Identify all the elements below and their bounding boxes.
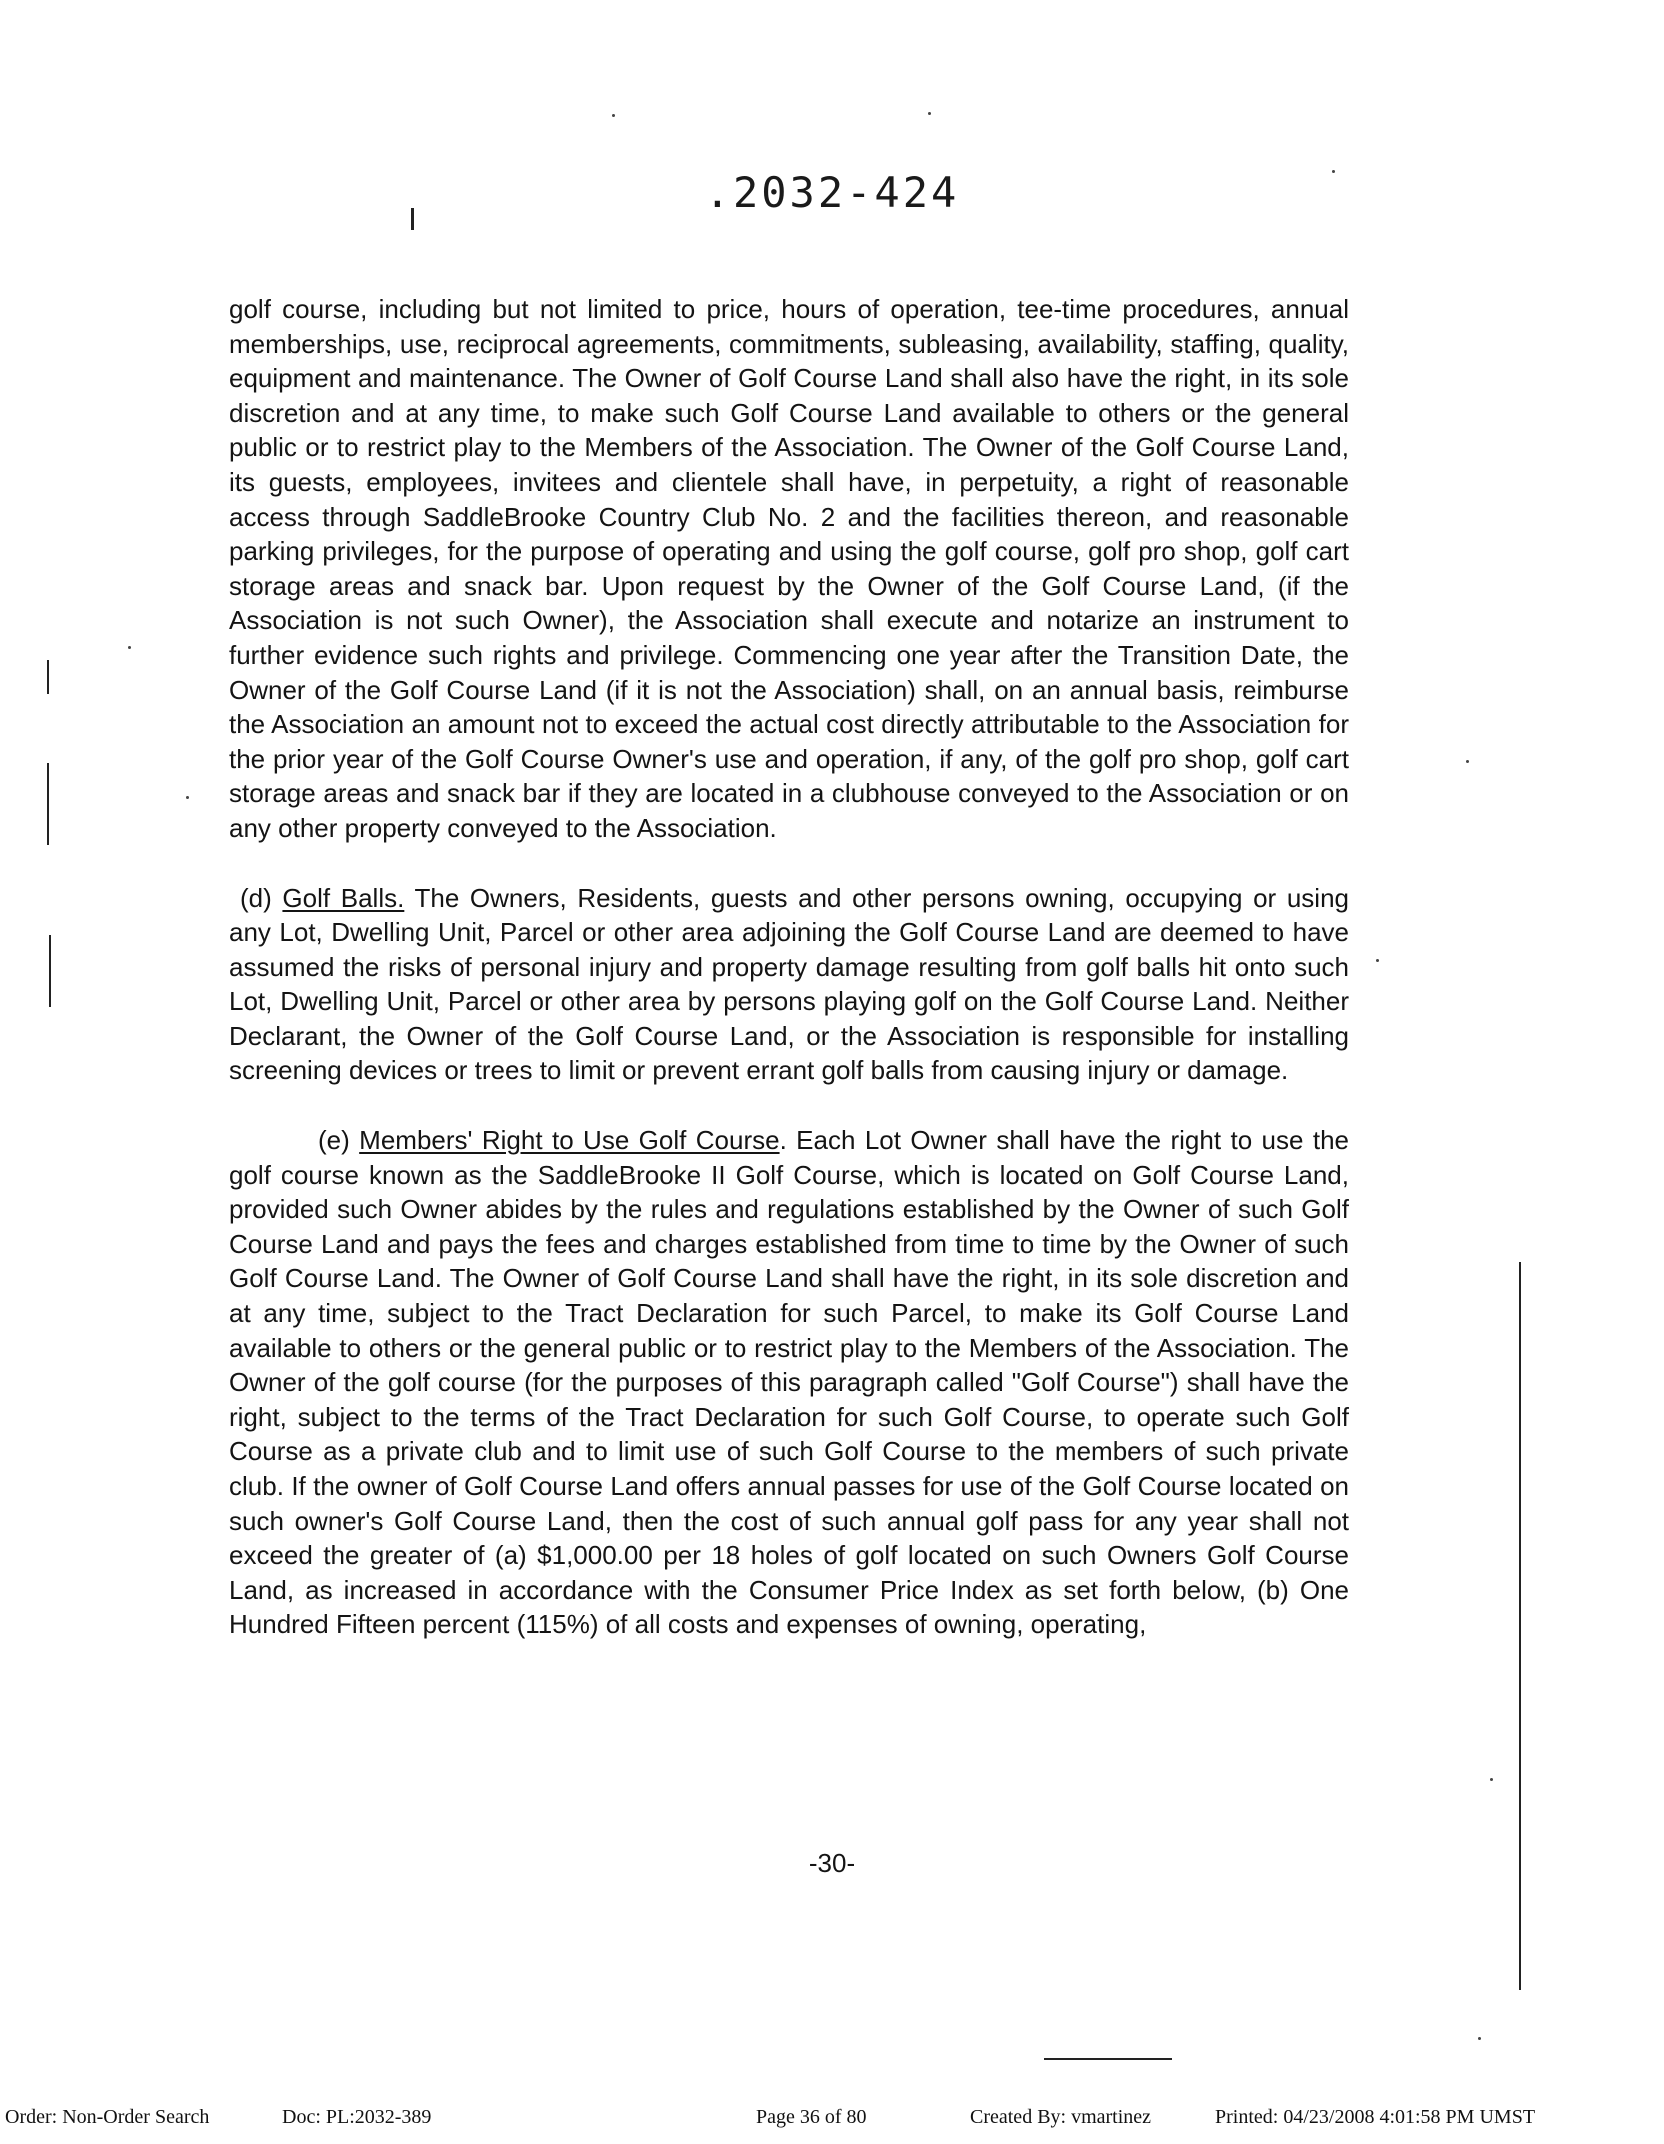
scan-speck: [128, 646, 131, 649]
paragraph-label: (d): [240, 882, 283, 913]
scan-speck: [1466, 760, 1469, 763]
recording-stamp-number: .2032-424: [704, 168, 960, 217]
paragraph-golf-course-rights: golf course, including but not limited to price, hours of operation, tee-time procedures, annual memberships, use, reciprocal agreements, commitments, subleasing, availability, staffing, quality, equipment and maintenance. The Owner of Golf Course Land shall also have the right, in its sole discretion and at any time, to make such Golf Course Land available to others or the general public or to restrict play to the Members of the Association. The Owner of the Golf Course Land, its guests, employees, invitees and clientele shall have, in perpetuity, a right of reasonable access through SaddleBrooke Country Club No. 2 and the facilities thereon, and reasonable parking privileges, for the purpose of operating and using the golf course, golf pro shop, golf cart storage areas and snack bar. Upon request by the Owner of the Golf Course Land, (if the Association is not such Owner), the Association shall execute and notarize an instrument to further evidence such rights and privilege. Commencing one year after the Transition Date, the Owner of the Golf Course Land (if it is not the Association) shall, on an annual basis, reimburse the Association an amount not to exceed the actual cost directly attributable to the Association for the prior year of the Golf Course Owner's use and operation, if any, of the golf pro shop, golf cart storage areas and snack bar if they are located in a clubhouse conveyed to the Association or on any other property conveyed to the Association.: [229, 294, 1349, 843]
scan-speck: [612, 114, 615, 117]
scan-speck: [928, 112, 931, 115]
signature-line: [1044, 2058, 1172, 2060]
margin-mark: [411, 208, 414, 230]
paragraph-golf-balls: [229, 881, 1349, 1089]
footer-order: Order: Non-Order Search: [5, 2106, 210, 2128]
print-footer: [0, 2106, 1664, 2136]
scan-speck: [1490, 1778, 1493, 1781]
footer-created: Created By: vmartinez: [970, 2106, 1152, 2128]
paragraph-text: The Owners, Residents, guests and other persons owning, occupying or using any Lot, Dwelling Unit, Parcel or other area adjoining the Golf Course Land are deemed to have assumed the risks of personal injury and property damage resulting from golf balls hit onto such Lot, Dwelling Unit, Parcel or other area by persons playing golf on the Golf Course Land. Neither Declarant, the Owner of the Golf Course Land, or the Association is responsible for installing screening devices or trees to limit or prevent errant golf balls from causing injury or damage.: [229, 882, 1349, 1086]
paragraph-label: (e): [318, 1125, 360, 1156]
section-heading-members-right: Members' Right to Use Golf Course: [359, 1125, 780, 1156]
footer-printed: Printed: 04/23/2008 4:01:58 PM UMST: [1215, 2106, 1536, 2128]
scan-speck: [1478, 2037, 1481, 2040]
footer-page: Page 36 of 80: [756, 2106, 867, 2128]
paragraph-members-right: [229, 1123, 1349, 1642]
left-margin-bar: [47, 763, 49, 845]
section-heading-golf-balls: Golf Balls.: [282, 882, 405, 913]
scan-speck: [186, 796, 189, 799]
scan-speck: [1332, 170, 1335, 173]
scan-speck: [1376, 959, 1379, 962]
page-number: -30-: [808, 1848, 856, 1878]
footer-doc: Doc: PL:2032-389: [282, 2106, 432, 2128]
left-margin-bar: [47, 660, 49, 694]
left-margin-bar: [49, 935, 51, 1007]
right-margin-bar: [1519, 1262, 1521, 1990]
document-body: [229, 292, 1349, 1677]
paragraph-text: . Each Lot Owner shall have the right to use the golf course known as the SaddleBrooke II Golf Course, which is located on Golf Course Land, provided such Owner abides by the rules and regulations established by the Owner of such Golf Course Land and pays the fees and charges established from time to time by the Owner of such Golf Course Land. The Owner of Golf Course Land shall have the right, in its sole discretion and at any time, subject to the Tract Declaration for such Parcel, to make its Golf Course Land available to others or the general public or to restrict play to the Members of the Association. The Owner of the golf course (for the purposes of this paragraph called "Golf Course") shall have the right, subject to the terms of the Tract Declaration for such Golf Course, to operate such Golf Course as a private club and to limit use of such Golf Course to the members of such private club. If the owner of Golf Course Land offers annual passes for use of the Golf Course located on such owner's Golf Course Land, then the cost of such annual golf pass for any year shall not exceed the greater of (a) $1,000.00 per 18 holes of golf located on such Owners Golf Course Land, as increased in accordance with the Consumer Price Index as set forth below, (b) One Hundred Fifteen percent (115%) of all costs and expenses of owning, operating,: [229, 1125, 1349, 1640]
